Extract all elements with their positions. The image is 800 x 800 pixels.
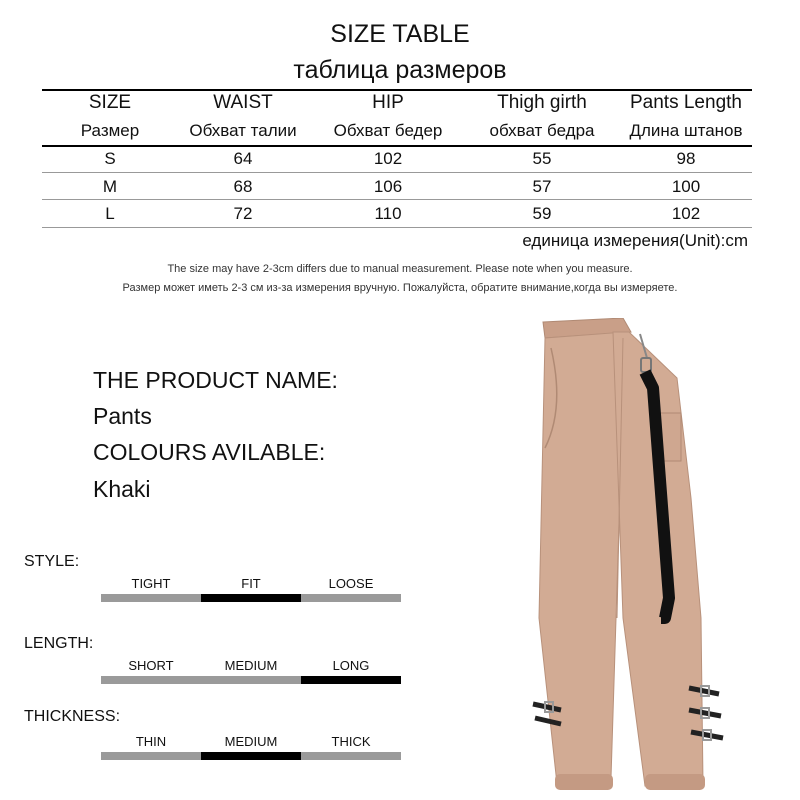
length-option-short: SHORT [128,658,174,673]
table-header-rule [42,145,752,147]
table-cell: L [105,204,115,223]
table-cell: 98 [676,149,696,168]
style-option-loose: LOOSE [328,576,374,591]
table-top-rule [42,89,752,91]
style-scale-segment [201,594,301,602]
column-header-hip: HIP [372,92,404,113]
row-divider [42,172,752,173]
table-cell: M [102,177,118,196]
length-scale-segment [301,676,401,684]
page-title: SIZE TABLE [330,20,470,48]
column-header-length-ru: Длина штанов [629,121,743,140]
product-name-label: THE PRODUCT NAME: [93,367,338,393]
product-name: Pants [93,403,152,429]
length-option-medium: MEDIUM [224,658,278,673]
thickness-option-thin: THIN [135,734,167,749]
table-cell: 72 [233,204,253,223]
table-cell: 102 [373,149,403,168]
colours-label: COLOURS AVILABLE: [93,439,326,465]
table-cell: 57 [532,177,552,196]
column-header-thigh: Thigh girth [497,92,587,113]
column-header-length: Pants Length [630,92,742,113]
table-cell: 110 [374,204,402,223]
table-cell: 100 [671,177,701,196]
thickness-scale-segment [201,752,301,760]
table-cell: 68 [233,177,253,196]
length-scale-label: LENGTH: [24,635,94,652]
column-header-size-ru: Размер [80,121,140,140]
thickness-option-medium: MEDIUM [224,734,278,749]
measurement-note-ru: Размер может иметь 2-3 см из-за измерения вручную. Пожалуйста, обратите внимание,когда вы измеряете. [122,282,678,294]
thickness-scale-label: THICKNESS: [24,708,121,725]
column-header-size: SIZE [88,92,132,113]
style-option-tight: TIGHT [131,576,171,591]
style-scale-segment [101,594,201,602]
product-colour: Khaki [93,476,151,502]
column-header-waist: WAIST [213,92,273,113]
measurement-note-en: The size may have 2-3cm differs due to manual measurement. Please note when you measure. [167,263,633,275]
column-header-thigh-ru: обхват бедра [489,121,595,140]
length-scale-segment [101,676,201,684]
table-cell: 102 [671,204,701,223]
style-scale-segment [301,594,401,602]
style-option-fit: FIT [241,576,261,591]
thickness-option-thick: THICK [331,734,371,749]
row-divider [42,199,752,200]
length-scale-segment [201,676,301,684]
style-scale-label: STYLE: [24,553,80,570]
thickness-scale-segment [301,752,401,760]
table-cell: 64 [233,149,253,168]
table-bottom-rule [42,227,752,228]
length-option-long: LONG [332,658,370,673]
table-cell: 55 [532,149,552,168]
column-header-waist-ru: Обхват талии [189,121,297,140]
thickness-scale-segment [101,752,201,760]
table-cell: 106 [373,177,403,196]
table-cell: S [104,149,116,168]
unit-label: единица измерения(Unit):cm [522,231,748,250]
page-subtitle: таблица размеров [293,56,507,84]
column-header-hip-ru: Обхват бедер [333,121,443,140]
table-cell: 59 [532,204,552,223]
khaki-cargo-pants-icon [505,318,745,798]
